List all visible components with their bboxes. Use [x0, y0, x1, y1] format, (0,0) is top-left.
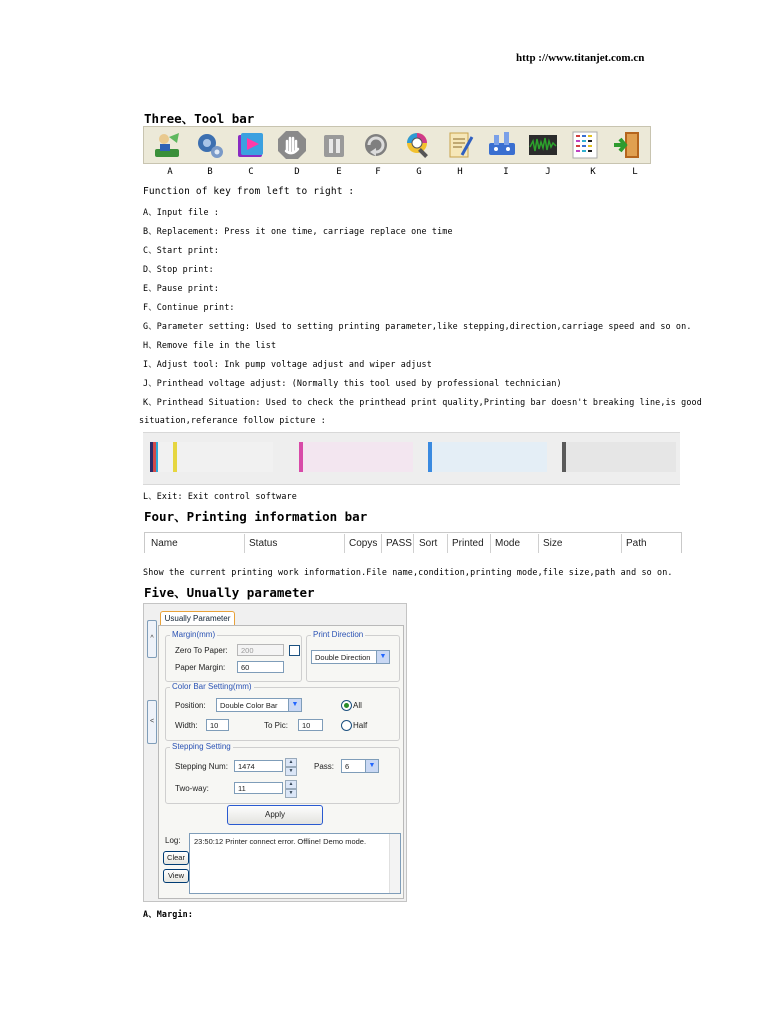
view-log-button[interactable]: View — [163, 869, 189, 883]
chevron-down-icon: ▼ — [376, 651, 389, 663]
toolbar-item-g: G、Parameter setting: Used to setting printing parameter,like stepping,direction,carriage speed and so on. — [143, 321, 692, 331]
parameter-setting-icon — [402, 129, 434, 161]
printhead-situation-button[interactable] — [566, 128, 604, 162]
pass-label: Pass: — [314, 762, 335, 771]
spinner-down-icon[interactable]: ▼ — [285, 789, 297, 798]
printhead-situation-icon — [569, 129, 601, 161]
toolbar-letter: I — [503, 167, 509, 177]
column-separator — [413, 534, 414, 553]
color-bar-position-select[interactable] — [216, 698, 302, 712]
log-box[interactable] — [189, 833, 401, 894]
column-header-mode[interactable]: Mode — [495, 538, 521, 549]
pause-print-icon — [318, 129, 350, 161]
spinner-up-icon[interactable]: ▲ — [285, 758, 297, 767]
param-section-title: Five、Unually parameter — [144, 585, 315, 600]
column-separator — [244, 534, 245, 553]
zero-to-paper-field[interactable]: 200 — [237, 644, 284, 656]
zero-to-paper-label: Zero To Paper: — [175, 646, 228, 655]
chevron-down-icon: ▼ — [288, 699, 301, 711]
stepping-num-spinner[interactable] — [285, 758, 295, 774]
pass-value: 6 — [345, 762, 350, 771]
spinner-up-icon[interactable]: ▲ — [285, 780, 297, 789]
column-header-status[interactable]: Status — [249, 538, 278, 549]
replacement-icon — [193, 129, 225, 161]
pause-print-button[interactable] — [315, 128, 353, 162]
test-bar-yellow — [173, 442, 177, 472]
toolbar-letter: G — [416, 167, 422, 177]
all-label: All — [353, 701, 362, 710]
chevron-down-icon: ▼ — [365, 760, 378, 772]
all-radio[interactable] — [341, 700, 352, 711]
toolbar-letter: L — [632, 167, 638, 177]
remove-file-button[interactable] — [441, 128, 479, 162]
column-header-copys[interactable]: Copys — [349, 538, 378, 549]
toolbar-item-h: H、Remove file in the list — [143, 340, 277, 350]
continue-print-icon — [360, 129, 392, 161]
width-field[interactable]: 10 — [206, 719, 229, 731]
half-radio[interactable] — [341, 720, 352, 731]
toolbar-item-f: F、Continue print: — [143, 302, 235, 312]
print-direction-group — [306, 630, 400, 682]
margin-group — [165, 630, 302, 682]
toolbar-item-l: L、Exit: Exit control software — [143, 491, 297, 501]
printhead-test-picture — [143, 432, 680, 485]
toolbar — [143, 126, 651, 164]
toolbar-letter: C — [248, 167, 254, 177]
apply-button[interactable]: Apply — [227, 805, 323, 825]
color-bar-title: Color Bar Setting(mm) — [172, 682, 252, 691]
column-separator — [344, 534, 345, 553]
stop-print-button[interactable] — [273, 128, 311, 162]
margin-group-title: Margin(mm) — [172, 630, 216, 639]
stepping-num-field[interactable]: 1474 — [234, 760, 283, 772]
column-header-path[interactable]: Path — [626, 538, 647, 549]
log-label: Log: — [165, 836, 181, 845]
parameter-setting-button[interactable] — [399, 128, 437, 162]
column-separator — [490, 534, 491, 553]
toolbar-item-j: J、Printhead voltage adjust: (Normally this tool used by professional technician) — [143, 378, 562, 388]
margin-item: A、Margin: — [143, 909, 194, 919]
printing-info-bar — [144, 532, 682, 553]
website-url: http ://www.titanjet.com.cn — [516, 52, 645, 64]
toolbar-letter: D — [294, 167, 300, 177]
to-pic-field[interactable]: 10 — [298, 719, 323, 731]
to-pic-label: To Pic: — [264, 721, 289, 730]
toolbar-section-title: Three、Tool bar — [144, 111, 255, 126]
toolbar-item-a: A、Input file : — [143, 207, 220, 217]
zero-to-paper-checkbox[interactable] — [289, 645, 300, 656]
usually-parameter-panel — [143, 603, 407, 902]
tab-usually-parameter[interactable]: Usually Parameter — [160, 611, 235, 626]
column-header-name[interactable]: Name — [151, 538, 178, 549]
paper-margin-label: Paper Margin: — [175, 663, 226, 672]
start-print-icon — [235, 129, 267, 161]
toolbar-item-i: I、Adjust tool: Ink pump voltage adjust and wiper adjust — [143, 359, 432, 369]
toolbar-item-c: C、Start print: — [143, 245, 220, 255]
info-section-title: Four、Printing information bar — [144, 509, 368, 524]
input-file-button[interactable] — [148, 128, 186, 162]
exit-icon — [611, 129, 643, 161]
exit-button[interactable] — [608, 128, 646, 162]
column-header-size[interactable]: Size — [543, 538, 563, 549]
stepping-title: Stepping Setting — [172, 742, 231, 751]
print-direction-select[interactable] — [311, 650, 390, 664]
stop-print-icon — [276, 129, 308, 161]
print-direction-title: Print Direction — [313, 630, 364, 639]
replacement-button[interactable] — [190, 128, 228, 162]
column-separator — [381, 534, 382, 553]
printhead-voltage-icon — [527, 129, 559, 161]
two-way-label: Two-way: — [175, 784, 209, 793]
two-way-spinner[interactable] — [285, 780, 295, 796]
toolbar-letter: K — [590, 167, 596, 177]
printhead-voltage-button[interactable] — [524, 128, 562, 162]
toolbar-item-d: D、Stop print: — [143, 264, 214, 274]
stepping-num-label: Stepping Num: — [175, 762, 228, 771]
adjust-tool-icon — [486, 129, 518, 161]
toolbar-letter: F — [375, 167, 381, 177]
toolbar-item-e: E、Pause print: — [143, 283, 220, 293]
continue-print-button[interactable] — [357, 128, 395, 162]
pass-select[interactable] — [341, 759, 379, 773]
column-header-pass[interactable]: PASS — [386, 538, 412, 549]
two-way-field[interactable]: 11 — [234, 782, 283, 794]
toolbar-item-k-cont: situation,referance follow picture : — [139, 415, 326, 425]
paper-margin-field[interactable]: 60 — [237, 661, 284, 673]
toolbar-intro: Function of key from left to right : — [143, 186, 355, 197]
toolbar-item-k: K、Printhead Situation: Used to check the printhead print quality,Printing bar doesn't breaking line,is good — [143, 397, 702, 407]
print-direction-value: Double Direction — [315, 653, 371, 662]
toolbar-letters — [143, 167, 651, 179]
toolbar-letter: H — [457, 167, 463, 177]
test-bar-pink — [303, 442, 413, 472]
parameter-content — [158, 625, 404, 899]
info-description: Show the current printing work information.File name,condition,printing mode,file size,path and so on. — [143, 567, 673, 577]
spinner-down-icon[interactable]: ▼ — [285, 767, 297, 776]
stepping-group — [165, 742, 400, 804]
column-separator — [621, 534, 622, 553]
side-collapse-button-top[interactable]: ^ — [147, 620, 157, 658]
input-file-icon — [151, 129, 183, 161]
width-label: Width: — [175, 721, 198, 730]
start-print-button[interactable] — [232, 128, 270, 162]
column-separator — [538, 534, 539, 553]
toolbar-letter: B — [207, 167, 213, 177]
column-separator — [447, 534, 448, 553]
column-header-sort[interactable]: Sort — [419, 538, 438, 549]
clear-log-button[interactable]: Clear — [163, 851, 189, 865]
half-label: Half — [353, 721, 368, 730]
toolbar-item-b: B、Replacement: Press it one time, carriage replace one time — [143, 226, 453, 236]
log-scrollbar[interactable] — [389, 834, 400, 893]
log-text: 23:50:12 Printer connect error. Offline! Demo mode. — [194, 837, 367, 846]
position-label: Position: — [175, 701, 206, 710]
remove-file-icon — [444, 129, 476, 161]
toolbar-letter: E — [336, 167, 342, 177]
adjust-tool-button[interactable] — [483, 128, 521, 162]
test-bar-light-blue — [432, 442, 547, 472]
toolbar-letter: A — [167, 167, 173, 177]
test-bar-light-gray — [566, 442, 676, 472]
side-collapse-button[interactable]: < — [147, 700, 157, 744]
column-header-printed[interactable]: Printed — [452, 538, 484, 549]
color-bar-position-value: Double Color Bar — [220, 701, 278, 710]
toolbar-letter: J — [545, 167, 551, 177]
color-bar-group — [165, 682, 400, 741]
